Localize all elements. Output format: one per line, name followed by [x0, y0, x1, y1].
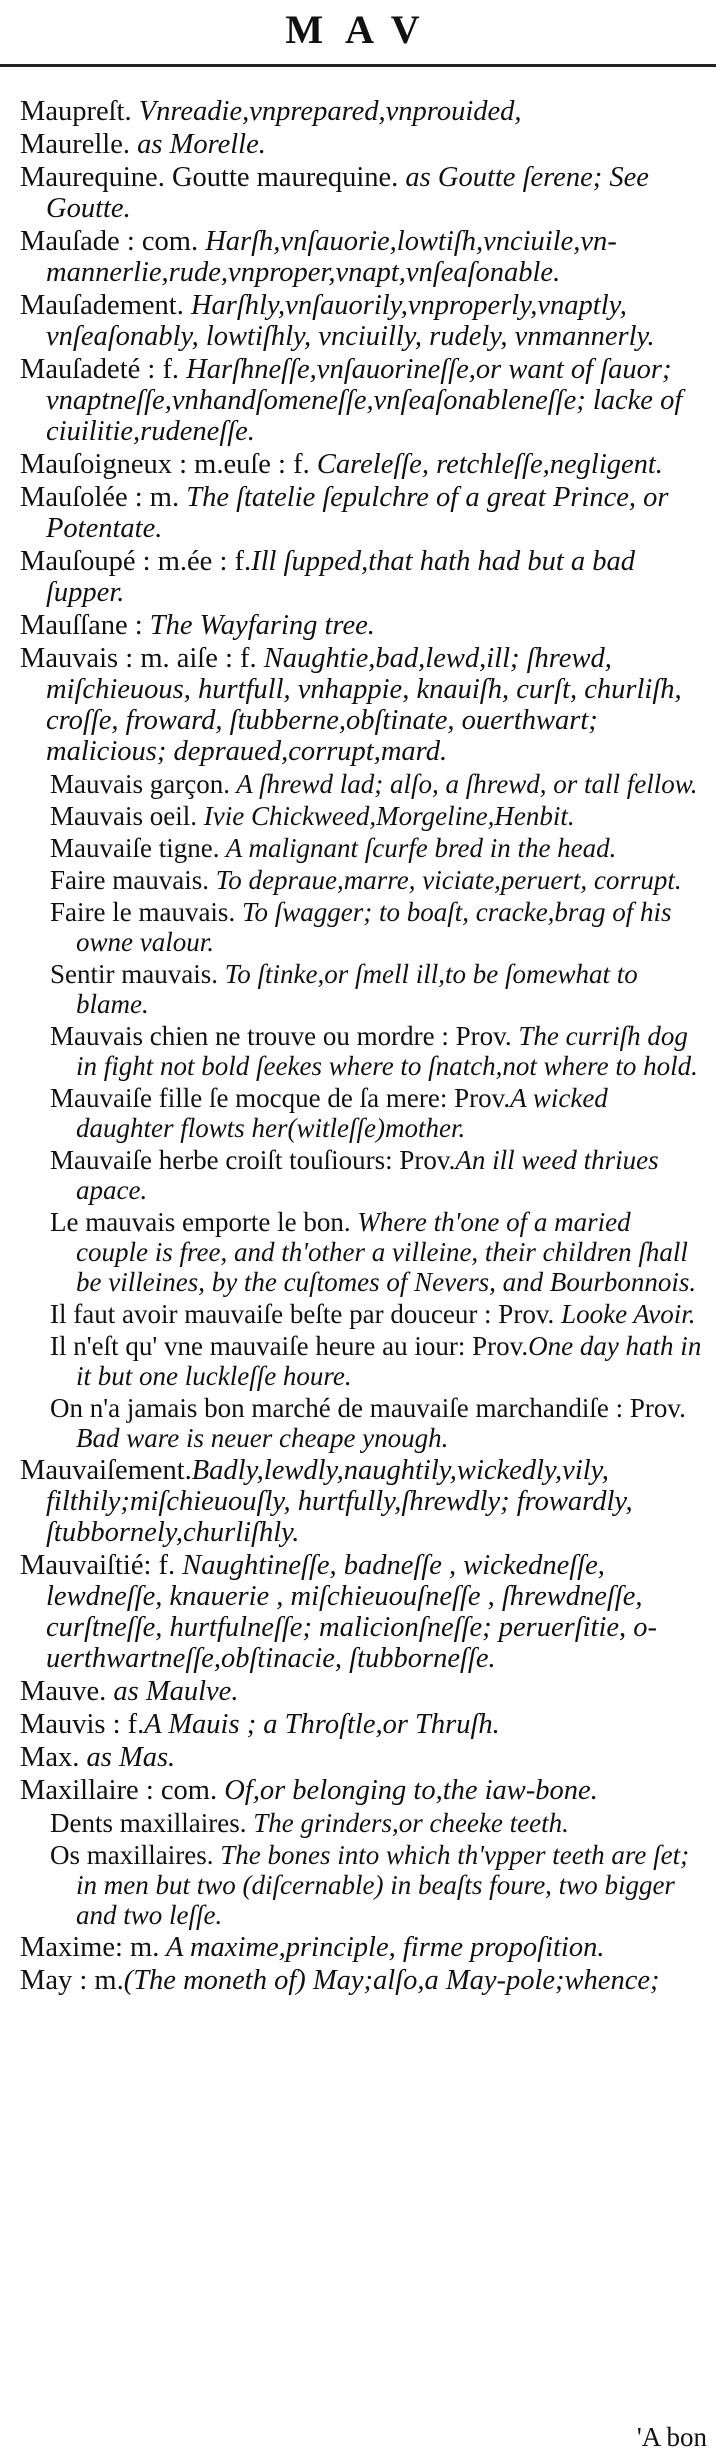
- headword: Mauvaiſtié: f.: [20, 1550, 176, 1581]
- definition: A malignant ſcurfe bred in the head.: [219, 833, 617, 863]
- headword: Mauſoupé : m.ée : f.: [20, 546, 252, 577]
- definition: To ſwagger; to boaſt, cracke,brag of his owne valour.: [76, 897, 672, 957]
- dictionary-subentry: [20, 897, 708, 957]
- dictionary-entry: [20, 226, 708, 288]
- dictionary-subentry: [20, 1145, 708, 1205]
- dictionary-entry: [20, 162, 708, 224]
- dictionary-subentry: [20, 1331, 708, 1391]
- dictionary-entry: [20, 290, 708, 352]
- headword: Mauſoigneux : m.euſe : f.: [20, 449, 310, 480]
- header-rule: [0, 64, 716, 67]
- dictionary-entry: [20, 1932, 708, 1963]
- dictionary-entry: [20, 482, 708, 544]
- definition: Where th'one of a maried couple is free, and th'other a villeine, their children ſhall be villeines, by the cuſtomes of Nevers, and Bourbonnois.: [76, 1207, 697, 1297]
- headword: Mauve.: [20, 1676, 107, 1707]
- dictionary-entry: [20, 1676, 708, 1707]
- dictionary-entry: [20, 1550, 708, 1674]
- definition: To depraue,marre, viciate,peruert, corrupt.: [208, 865, 682, 895]
- headword: May : m.: [20, 1965, 124, 1996]
- headword: Mauvaiſe fille ſe mocque de ſa mere: Prov.: [50, 1083, 511, 1113]
- dictionary-entry: [20, 1455, 708, 1548]
- dictionary-entry: [20, 546, 708, 608]
- headword: Le mauvais emporte le bon.: [50, 1207, 351, 1237]
- definition: as Mas.: [79, 1742, 176, 1773]
- dictionary-subentry: [20, 1083, 708, 1143]
- dictionary-subentry: [20, 801, 708, 831]
- definition: Bad ware is neuer cheape ynough.: [76, 1423, 449, 1453]
- definition: A Mauis ; a Throſtle,or Thruſh.: [144, 1709, 500, 1740]
- headword: Maurelle.: [20, 129, 130, 160]
- dictionary-entry: [20, 449, 708, 480]
- definition: Harſh,vnſauorie,lowtiſh,vnciuile,vnmannerlie,rude,vnproper,vnapt,vnſeaſonable.: [46, 226, 617, 288]
- headword: Mauſſane :: [20, 610, 143, 641]
- headword: Mauvais oeil.: [50, 801, 197, 831]
- dictionary-entry: [20, 1965, 708, 1996]
- dictionary-entry: [20, 1775, 708, 1806]
- headword: Maupreſt.: [20, 96, 132, 127]
- dictionary-subentry: [20, 1393, 708, 1453]
- headword: Dents maxillaires.: [50, 1808, 247, 1838]
- headword: Maxime: m.: [20, 1932, 160, 1963]
- headword: Il faut avoir mauvaiſe beſte par douceur : Prov.: [50, 1299, 555, 1329]
- headword: Mauvis : f.: [20, 1709, 145, 1740]
- definition: (The moneth of) May;alſo,a May-pole;whence;: [123, 1965, 660, 1996]
- dictionary-entry: [20, 1742, 708, 1773]
- headword: Mauvais chien ne trouve ou mordre : Prov.: [50, 1021, 512, 1051]
- headword: Mauvaiſe tigne.: [50, 833, 220, 863]
- definition: Vnreadie,vnprepared,vnprouided,: [131, 96, 522, 127]
- dictionary-subentry: [20, 1808, 708, 1838]
- headword: Max.: [20, 1742, 80, 1773]
- definition: The curriſh dog in fight not bold ſeekes where to ſnatch,not where to hold.: [76, 1021, 698, 1081]
- headword: Maxillaire : com.: [20, 1775, 218, 1806]
- definition: One day hath in it but one luckleſſe houre.: [76, 1331, 702, 1391]
- dictionary-subentry: [20, 1021, 708, 1081]
- page-header: [0, 0, 727, 70]
- dictionary-subentry: [20, 1299, 708, 1329]
- dictionary-entry: [20, 354, 708, 447]
- definition: Naughtineſſe, badneſſe , wickedneſſe, lewdneſſe, knauerie , miſchieuouſneſſe , ſhrewdneſſe, curſtneſſe, hurtfulneſſe; malicionſneſſe; peruerſitie, ouerthwartneſſe,obſtinacie, ſtubborneſſe.: [46, 1550, 658, 1674]
- dictionary-entry: [20, 129, 708, 160]
- definition: An ill weed thriues apace.: [76, 1145, 659, 1205]
- definition: The grinders,or cheeke teeth.: [246, 1808, 569, 1838]
- definition: as Morelle.: [130, 129, 266, 160]
- dictionary-subentry: [20, 865, 708, 895]
- headword: Maurequine. Goutte maurequine.: [20, 162, 399, 193]
- definition: A ſhrewd lad; alſo, a ſhrewd, or tall fellow.: [229, 769, 698, 799]
- definition: as Maulve.: [106, 1676, 239, 1707]
- definition: The Wayfaring tree.: [142, 610, 375, 641]
- headword: Mauſade : com.: [20, 226, 199, 257]
- headword: Mauſadement.: [20, 290, 184, 321]
- dictionary-subentry: [20, 769, 708, 799]
- headword: Il n'eſt qu' vne mauvaiſe heure au iour: Prov.: [50, 1331, 529, 1361]
- headword: Faire mauvais.: [50, 865, 209, 895]
- headword: Mauvaiſement.: [20, 1455, 192, 1486]
- running-head: MAV: [285, 7, 442, 52]
- definition: Harſhly,vnſauorily,vnproperly,vnaptly, vnſeaſonably, lowtiſhly, vnciuilly, rudely, vnmannerly.: [46, 290, 655, 352]
- headword: Mauſadeté : f.: [20, 354, 180, 385]
- definition: Ill ſupped,that hath had but a bad ſupper.: [46, 546, 636, 608]
- dictionary-entry: [20, 96, 708, 127]
- headword: Os maxillaires.: [50, 1840, 214, 1870]
- dictionary-entry: [20, 1709, 708, 1740]
- headword: Mauſolée : m.: [20, 482, 180, 513]
- definition: A wicked daughter flowts her(witleſſe)mother.: [76, 1083, 608, 1143]
- dictionary-subentry: [20, 1207, 708, 1297]
- definition: Harſhneſſe,vnſauorineſſe,or want of ſauor; vnaptneſſe,vnhandſomeneſſe,vnſeaſonableneſſe; lacke of ciuilitie,rudeneſſe.: [46, 354, 683, 447]
- definition: Looke Avoir.: [554, 1299, 696, 1329]
- definition: The ſtatelie ſepulchre of a great Prince, or Potentate.: [46, 482, 669, 544]
- headword: On n'a jamais bon marché de mauvaiſe marchandiſe : Prov.: [50, 1393, 686, 1423]
- headword: Faire le mauvais.: [50, 897, 236, 927]
- definition: Badly,lewdly,naughtily,wickedly,vily, filthily;miſchieuouſly, hurtfully,ſhrewdly; frowardly, ſtubbornely,churliſhly.: [46, 1455, 633, 1548]
- dictionary-subentry: [20, 959, 708, 1019]
- headword: Mauvais garçon.: [50, 769, 230, 799]
- definition: Ivie Chickweed,Morgeline,Henbit.: [196, 801, 575, 831]
- headword: Sentir mauvais.: [50, 959, 218, 989]
- dictionary-entry: [20, 643, 708, 767]
- definition: A maxime,principle, firme propoſition.: [159, 1932, 605, 1963]
- headword: Mauvaiſe herbe croiſt touſiours: Prov.: [50, 1145, 456, 1175]
- dictionary-entry: [20, 610, 708, 641]
- headword: Mauvais : m. aiſe : f.: [20, 643, 257, 674]
- definition: as Goutte ſerene; See Goutte.: [46, 162, 649, 224]
- dictionary-entries: [20, 94, 708, 1996]
- definition: Of,or belonging to,the iaw-bone.: [217, 1775, 598, 1806]
- definition: Careleſſe, retchleſſe,negligent.: [309, 449, 663, 480]
- definition: Naughtie,bad,lewd,ill; ſhrewd, miſchieuous, hurtfull, vnhappie, knauiſh, curſt, churliſh, croſſe, froward, ſtubberne,obſtinate, ouerthwart; malicious; depraued,corrupt,mard.: [46, 643, 682, 767]
- definition: To ſtinke,or ſmell ill,to be ſomewhat to blame.: [76, 959, 638, 1019]
- dictionary-subentry: [20, 833, 708, 863]
- dictionary-subentry: [20, 1840, 708, 1930]
- catchword: 'A bon: [636, 2422, 707, 2452]
- definition: The bones into which th'vpper teeth are ſet; in men but two (diſcernable) in beaſts foure, two bigger and two leſſe.: [76, 1840, 690, 1930]
